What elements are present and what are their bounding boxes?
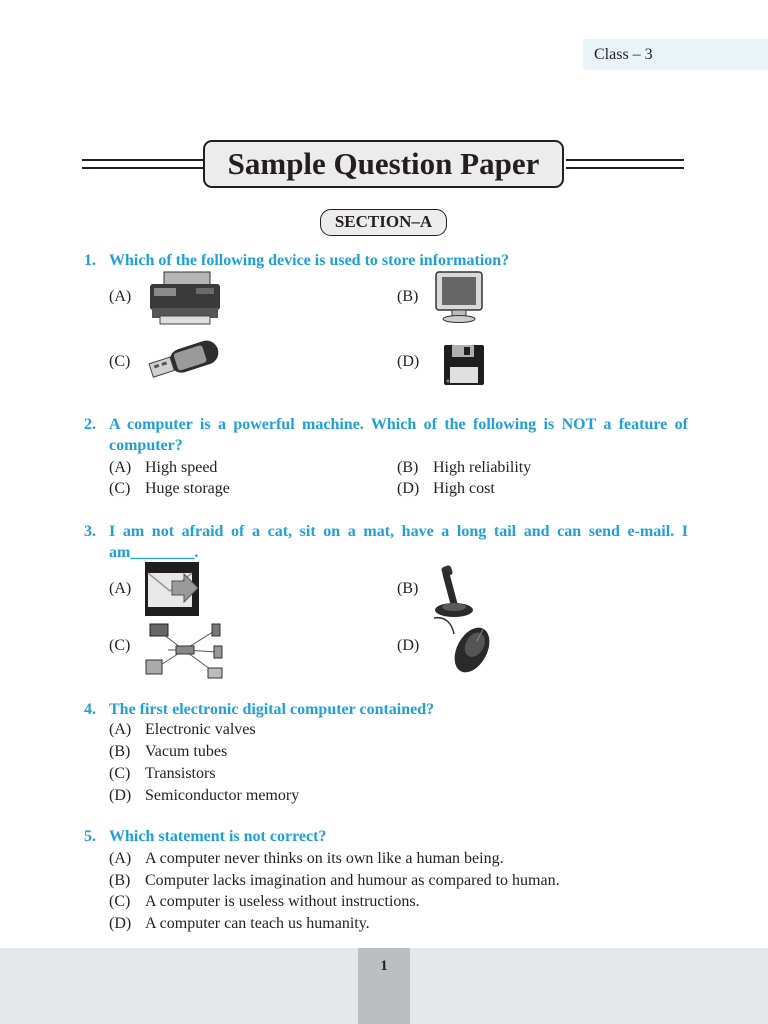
section-heading: SECTION–A xyxy=(320,209,447,236)
q2-option-d[interactable] xyxy=(397,478,495,499)
question-number: 2. xyxy=(84,416,96,433)
title-rule-left xyxy=(82,159,204,169)
option-label: (D) xyxy=(109,915,132,932)
option-text: High speed xyxy=(145,459,218,476)
option-label: (B) xyxy=(109,872,131,889)
title-banner xyxy=(0,140,768,192)
mouse-icon xyxy=(432,614,502,674)
question-1 xyxy=(84,250,688,271)
option-label: (C) xyxy=(109,353,131,370)
question-5 xyxy=(84,826,688,847)
option-label: (B) xyxy=(109,743,131,760)
q1-option-c[interactable] xyxy=(109,351,130,372)
question-number: 1. xyxy=(84,252,96,269)
option-text: Computer lacks imagination and humour as compared to human. xyxy=(145,872,560,889)
option-text: Electronic valves xyxy=(145,721,256,738)
q1-option-b[interactable] xyxy=(397,286,418,307)
option-text: High reliability xyxy=(433,459,532,476)
q4-option-c[interactable] xyxy=(109,763,216,784)
network-diagram-icon xyxy=(144,620,228,682)
question-number: 3. xyxy=(84,523,96,540)
q4-option-d[interactable] xyxy=(109,785,299,806)
option-text: Huge storage xyxy=(145,480,230,497)
question-number: 4. xyxy=(84,701,96,718)
question-3 xyxy=(84,521,688,563)
title-rule-right xyxy=(566,159,684,169)
option-label: (B) xyxy=(397,459,419,476)
q4-option-a[interactable] xyxy=(109,719,256,740)
printer-icon xyxy=(146,270,224,326)
email-forward-icon xyxy=(144,561,200,617)
question-text: I am not afraid of a cat, sit on a mat, have a long tail and can send e-mail. I am________. xyxy=(109,523,688,561)
joystick-icon xyxy=(430,564,476,620)
monitor-icon xyxy=(432,270,486,324)
option-label: (D) xyxy=(397,353,420,370)
q3-option-b[interactable] xyxy=(397,578,418,599)
option-text: Semiconductor memory xyxy=(145,787,300,804)
q1-option-d[interactable] xyxy=(397,351,419,372)
option-text: High cost xyxy=(433,480,495,497)
question-text: The first electronic digital computer contained? xyxy=(109,701,435,718)
q3-option-c[interactable] xyxy=(109,635,130,656)
option-label: (D) xyxy=(109,787,132,804)
class-badge: Class – 3 xyxy=(583,39,768,70)
option-label: (D) xyxy=(397,637,420,654)
option-label: (A) xyxy=(109,288,132,305)
question-4 xyxy=(84,699,688,720)
option-text: A computer never thinks on its own like a human being. xyxy=(145,850,504,867)
option-text: A computer is useless without instructions. xyxy=(145,893,420,910)
usb-drive-icon xyxy=(146,333,228,389)
question-text: A computer is a powerful machine. Which of the following is NOT a feature of computer? xyxy=(109,416,688,454)
q5-option-b[interactable] xyxy=(109,870,560,891)
page-title: Sample Question Paper xyxy=(203,140,564,188)
page-number: 1 xyxy=(358,948,410,1024)
q4-option-b[interactable] xyxy=(109,741,227,762)
question-2 xyxy=(84,414,688,456)
option-label: (A) xyxy=(109,850,132,867)
floppy-disk-icon xyxy=(442,343,486,387)
option-label: (C) xyxy=(109,893,131,910)
q3-option-d[interactable] xyxy=(397,635,419,656)
option-text: Transistors xyxy=(145,765,216,782)
q5-option-d[interactable] xyxy=(109,913,370,934)
option-label: (B) xyxy=(397,288,419,305)
option-label: (A) xyxy=(109,459,132,476)
option-label: (A) xyxy=(109,721,132,738)
option-label: (A) xyxy=(109,580,132,597)
question-number: 5. xyxy=(84,828,96,845)
option-label: (C) xyxy=(109,765,131,782)
option-label: (D) xyxy=(397,480,420,497)
question-text: Which statement is not correct? xyxy=(109,828,327,845)
q5-option-c[interactable] xyxy=(109,891,420,912)
option-text: Vacum tubes xyxy=(145,743,228,760)
q2-option-c[interactable] xyxy=(109,478,230,499)
q2-option-a[interactable] xyxy=(109,457,217,478)
option-label: (C) xyxy=(109,480,131,497)
option-label: (C) xyxy=(109,637,131,654)
q1-option-a[interactable] xyxy=(109,286,131,307)
q3-option-a[interactable] xyxy=(109,578,131,599)
q5-option-a[interactable] xyxy=(109,848,504,869)
option-text: A computer can teach us humanity. xyxy=(145,915,370,932)
q2-option-b[interactable] xyxy=(397,457,531,478)
option-label: (B) xyxy=(397,580,419,597)
question-text: Which of the following device is used to store information? xyxy=(109,252,510,269)
